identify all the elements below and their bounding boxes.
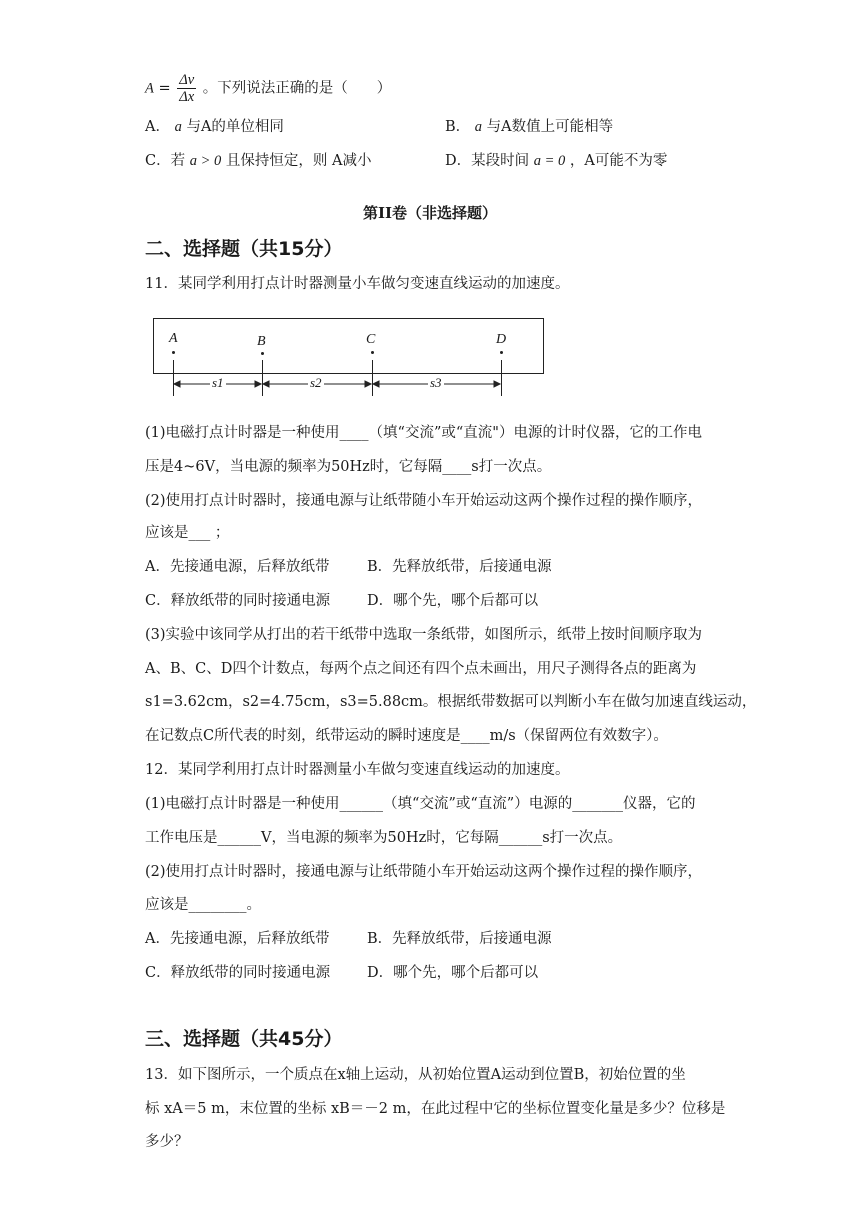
q11-option-d: D．哪个先，哪个后都可以 [367,593,539,609]
formula-eq: = [158,80,171,97]
q12-part2-line1: (2)使用打点计时器时，接通电源与让纸带随小车开始运动这两个操作过程的操作顺序， [145,864,703,880]
q12-option-a: A．先接通电源，后释放纸带 [145,931,330,947]
q12-part1-line2: 工作电压是______V，当电源的频率为50Hz时，它每隔______s打一次点。 [145,830,623,846]
option-text: 且保持恒定，则 A减小 [225,153,372,169]
tape-dim-s3: s3 [430,375,442,390]
q11-part2-line2: 应该是___ ； [145,525,230,541]
volume-2-title: 第II卷（非选择题） [362,204,498,222]
q10-stem-rest: 。下列说法正确的是（ ） [202,80,392,97]
q11-stem: 11．某同学利用打点计时器测量小车做匀变速直线运动的加速度。 [145,276,570,292]
q12-option-d: D．哪个先，哪个后都可以 [367,965,539,981]
q12-part1-line1: (1)电磁打点计时器是一种使用______（填“交流”或“直流”）电源的_______仪器，它的 [145,796,696,812]
q13-line1: 13．如下图所示，一个质点在x轴上运动，从初始位置A运动到位置B，初始位置的坐 [145,1067,686,1083]
q12-stem: 12．某同学利用打点计时器测量小车做匀变速直线运动的加速度。 [145,762,570,778]
q13-line3: 多少？ [145,1134,189,1150]
option-text: ，A可能不为零 [569,153,668,169]
q11-part1-line1: (1)电磁打点计时器是一种使用____（填“交流”或“直流"）电源的计时仪器，它的工作电 [145,425,702,441]
q12-part2-line2: 应该是________。 [145,897,261,913]
tape-point-a-label: A [169,331,178,346]
option-label: B． [445,119,471,135]
option-label: A． [145,119,170,135]
q11-part2-line1: (2)使用打点计时器时，接通电源与让纸带随小车开始运动这两个操作过程的操作顺序， [145,493,703,509]
option-text: 与A数值上可能相等 [486,119,614,135]
q11-part3-line3: s1=3.62cm，s2=4.75cm，s3=5.88cm。根据纸带数据可以判断小车在做匀加速直线运动， [145,694,757,710]
tape-dim-s1: s1 [212,375,224,390]
option-text: 与A的单位相同 [186,119,284,135]
q13-line2: 标 xA＝5 m，末位置的坐标 xB＝－2 m，在此过程中它的坐标位置变化量是多少？位移是 [145,1101,726,1117]
tape-dim-s2: s2 [310,375,322,390]
tape-dimension-arrows [0,0,860,420]
tape-point-d-label: D [496,332,507,347]
option-var: a [174,119,182,135]
option-math: a > 0 [189,153,222,169]
option-label: C．若 [145,153,186,169]
formula-numerator: Δv [179,72,195,88]
q11-part3-line2: A、B、C、D四个计数点，每两个点之间还有四个点未画出，用尺子测得各点的距离为 [145,661,697,677]
tape-point-c-label: C [366,332,376,347]
formula-denominator: Δx [179,89,195,105]
q12-option-b: B．先释放纸带，后接通电源 [367,931,552,947]
q11-part3-line4: 在记数点C所代表的时刻，纸带运动的瞬时速度是____m/s（保留两位有效数字）。 [145,728,668,744]
q11-option-b: B．先释放纸带，后接通电源 [367,559,552,575]
option-label: D．某段时间 [445,153,530,169]
formula-lhs: A [145,80,154,97]
q11-option-a: A．先接通电源，后释放纸带 [145,559,330,575]
option-var: a [474,119,483,135]
option-math: a = 0 [533,153,566,169]
q11-part1-line2: 压是4~6V，当电源的频率为50Hz时，它每隔____s打一次点。 [145,459,552,475]
section-2-title: 二、选择题（共15分） [145,238,343,260]
q11-part3-line1: (3)实验中该同学从打出的若干纸带中选取一条纸带，如图所示，纸带上按时间顺序取为 [145,627,703,643]
section-3-title: 三、选择题（共45分） [145,1028,343,1050]
q11-option-c: C．释放纸带的同时接通电源 [145,593,331,609]
q12-option-c: C．释放纸带的同时接通电源 [145,965,331,981]
tape-point-b-label: B [257,334,266,349]
